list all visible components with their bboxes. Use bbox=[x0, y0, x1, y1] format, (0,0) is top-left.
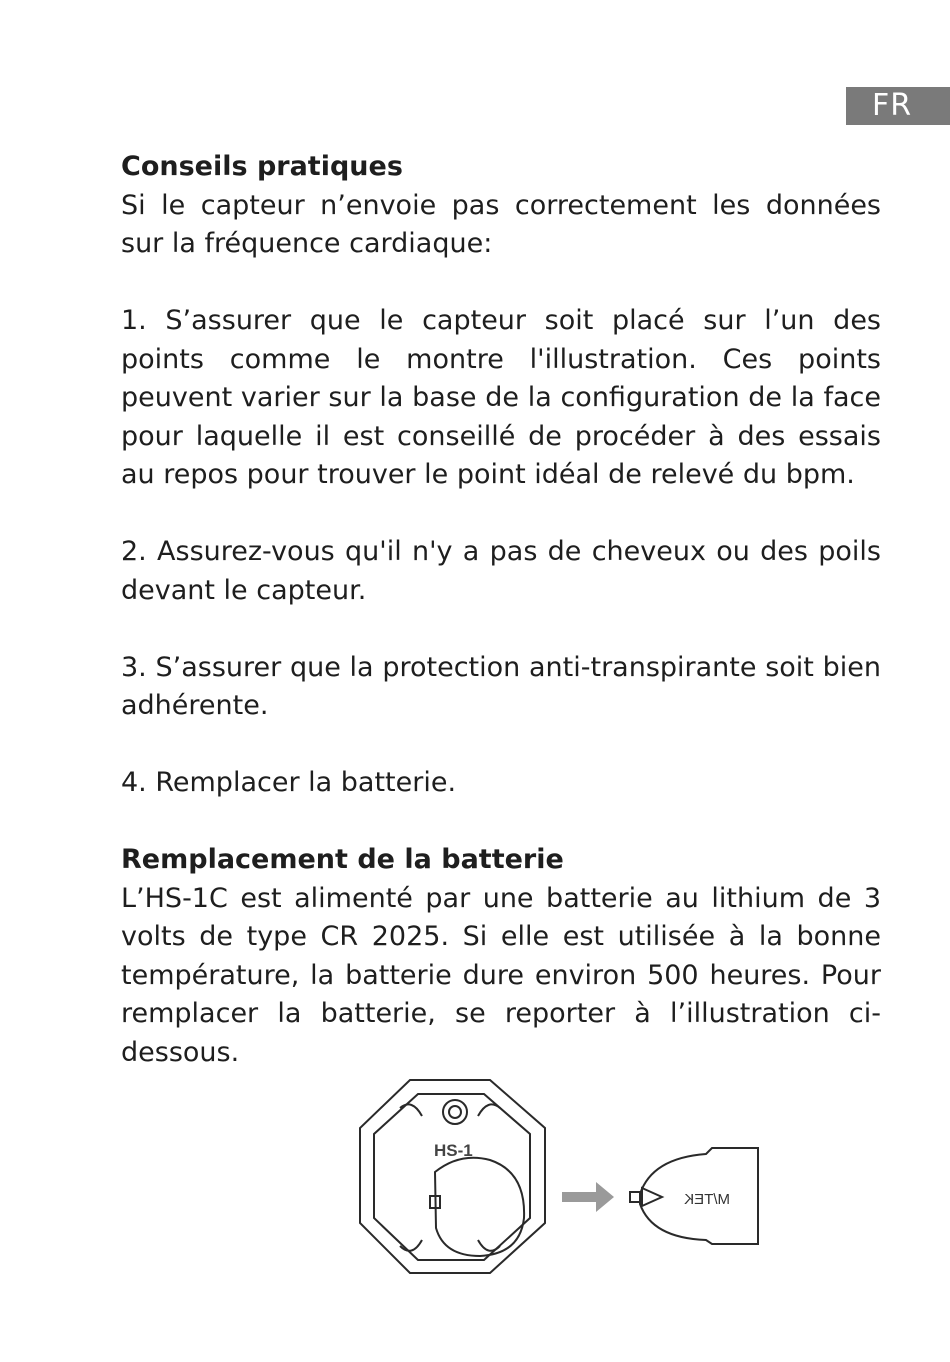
section-heading-battery: Remplacement de la batterie bbox=[121, 844, 564, 875]
arrow-right-icon bbox=[562, 1182, 614, 1212]
tips-intro: Si le capteur n’envoie pas correctement les données sur la fréquence cardiaque: bbox=[121, 189, 881, 259]
tip-item-1: 1. S’assurer que le capteur soit placé sur l’un des points comme le montre l'illustration. Ces points peuvent varier sur la base de la configuration de la face pour laquelle il est conseillé de procéder à des essais au repos pour trouver le point idéal de relevé du bpm. bbox=[121, 305, 881, 490]
battery-body: L’HS-1C est alimenté par une batterie au lithium de 3 volts de type CR 2025. Si elle est utilisée à la bonne température, la batterie dure environ 500 heures. Pour remplacer la batterie, se reporter à l’illustration ci-dessous. bbox=[121, 882, 881, 1068]
tip-item-2: 2. Assurez-vous qu'il n'y a pas de cheveux ou des poils devant le capteur. bbox=[121, 536, 881, 606]
sensor-device-icon bbox=[360, 1080, 545, 1273]
section-heading-tips: Conseils pratiques bbox=[121, 151, 403, 182]
battery-replacement-illustration bbox=[340, 1068, 780, 1288]
device-model-label: HS-1 bbox=[434, 1141, 473, 1160]
page-content bbox=[121, 148, 881, 1072]
tip-item-3: 3. S’assurer que la protection anti-transpirante soit bien adhérente. bbox=[121, 651, 881, 721]
tip-item-4: 4. Remplacer la batterie. bbox=[121, 767, 457, 798]
battery-cap-label: M/TEK bbox=[684, 1191, 730, 1208]
language-tab: FR bbox=[846, 87, 950, 125]
